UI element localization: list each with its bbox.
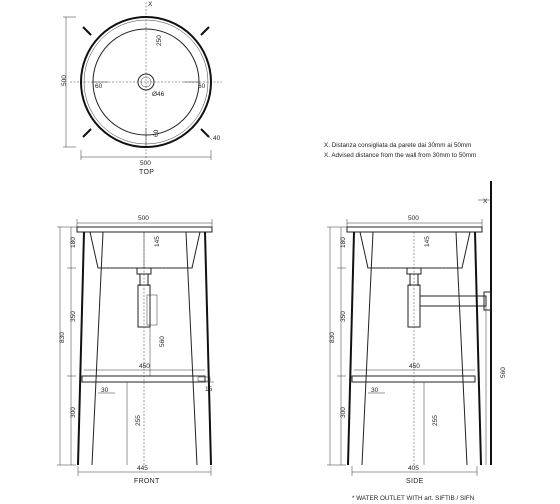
note-italian: X. Distanza consigliata da parete dai 30mm ai 50mm [324,142,472,149]
front-dim-base-width: 445 [137,465,148,472]
leg-stub-tr [201,27,209,35]
top-view-label: TOP [139,169,155,176]
side-dim-upper: 350 [340,311,347,322]
side-dim-basin-depth: 180 [340,237,347,248]
top-dim-width: 500 [140,160,151,167]
side-view [327,181,507,485]
front-dim-upper: 350 [70,311,77,322]
front-dim-lower: 300 [70,407,77,418]
front-dim-shelf-side: 15 [205,386,213,393]
top-axis-x: X [148,1,153,8]
front-dim-shelf-width: 450 [139,363,150,370]
front-dim-drain-center: 145 [154,236,161,247]
side-dim-total-height: 830 [329,332,336,343]
side-dim-shelf-height: 255 [432,415,439,426]
side-dim-outlet-height: 560 [500,367,507,378]
top-dim-bottom-inner: 60 [153,129,160,137]
side-dim-shelf-width: 450 [409,363,420,370]
top-dim-height: 500 [61,75,68,86]
front-dim-outlet-height: 560 [159,336,166,347]
front-dim-top-width: 500 [138,215,149,222]
front-leg-left-outer [78,232,84,465]
side-dim-drain-center: 145 [424,236,431,247]
front-dim-total-height: 830 [59,332,66,343]
front-dim-shelf-height: 255 [135,415,142,426]
footnote: * WATER OUTLET WITH art. SIFTIB / SIFN [352,495,475,502]
side-axis-x: X [483,198,488,205]
side-dim-shelf-offset: 30 [371,387,379,394]
top-dim-left-inner: 60 [95,83,103,90]
top-dim-right-inner: 60 [198,83,206,90]
leg-stub-tl [83,27,91,35]
front-leg-right-outer [205,232,211,465]
top-view [61,1,222,176]
side-top-slab [347,227,482,232]
side-leg-right-inner [456,232,467,465]
front-leg-right-inner [186,232,197,465]
front-dim-basin-depth: 180 [70,237,77,248]
leg-stub-bl [83,129,91,137]
side-leg-right-outer [475,232,481,465]
front-view-label: FRONT [134,478,160,485]
side-shelf [352,376,475,382]
front-dim-shelf-offset: 30 [101,387,109,394]
front-top-slab [77,227,212,232]
top-dim-leg: 40 [213,135,221,142]
side-view-label: SIDE [406,478,424,485]
top-dim-drain-offset: 250 [156,35,163,46]
front-view [57,215,214,485]
side-leg-left-outer [348,232,354,465]
side-dim-lower: 300 [340,407,347,418]
side-dim-top-width: 500 [408,215,419,222]
top-dim-drain-diameter: Ø46 [152,91,165,98]
front-shelf [82,376,205,382]
note-english: X. Advised distance from the wall from 30mm to 50mm [324,152,477,159]
side-dim-base-width: 405 [408,465,419,472]
notes [324,142,476,159]
